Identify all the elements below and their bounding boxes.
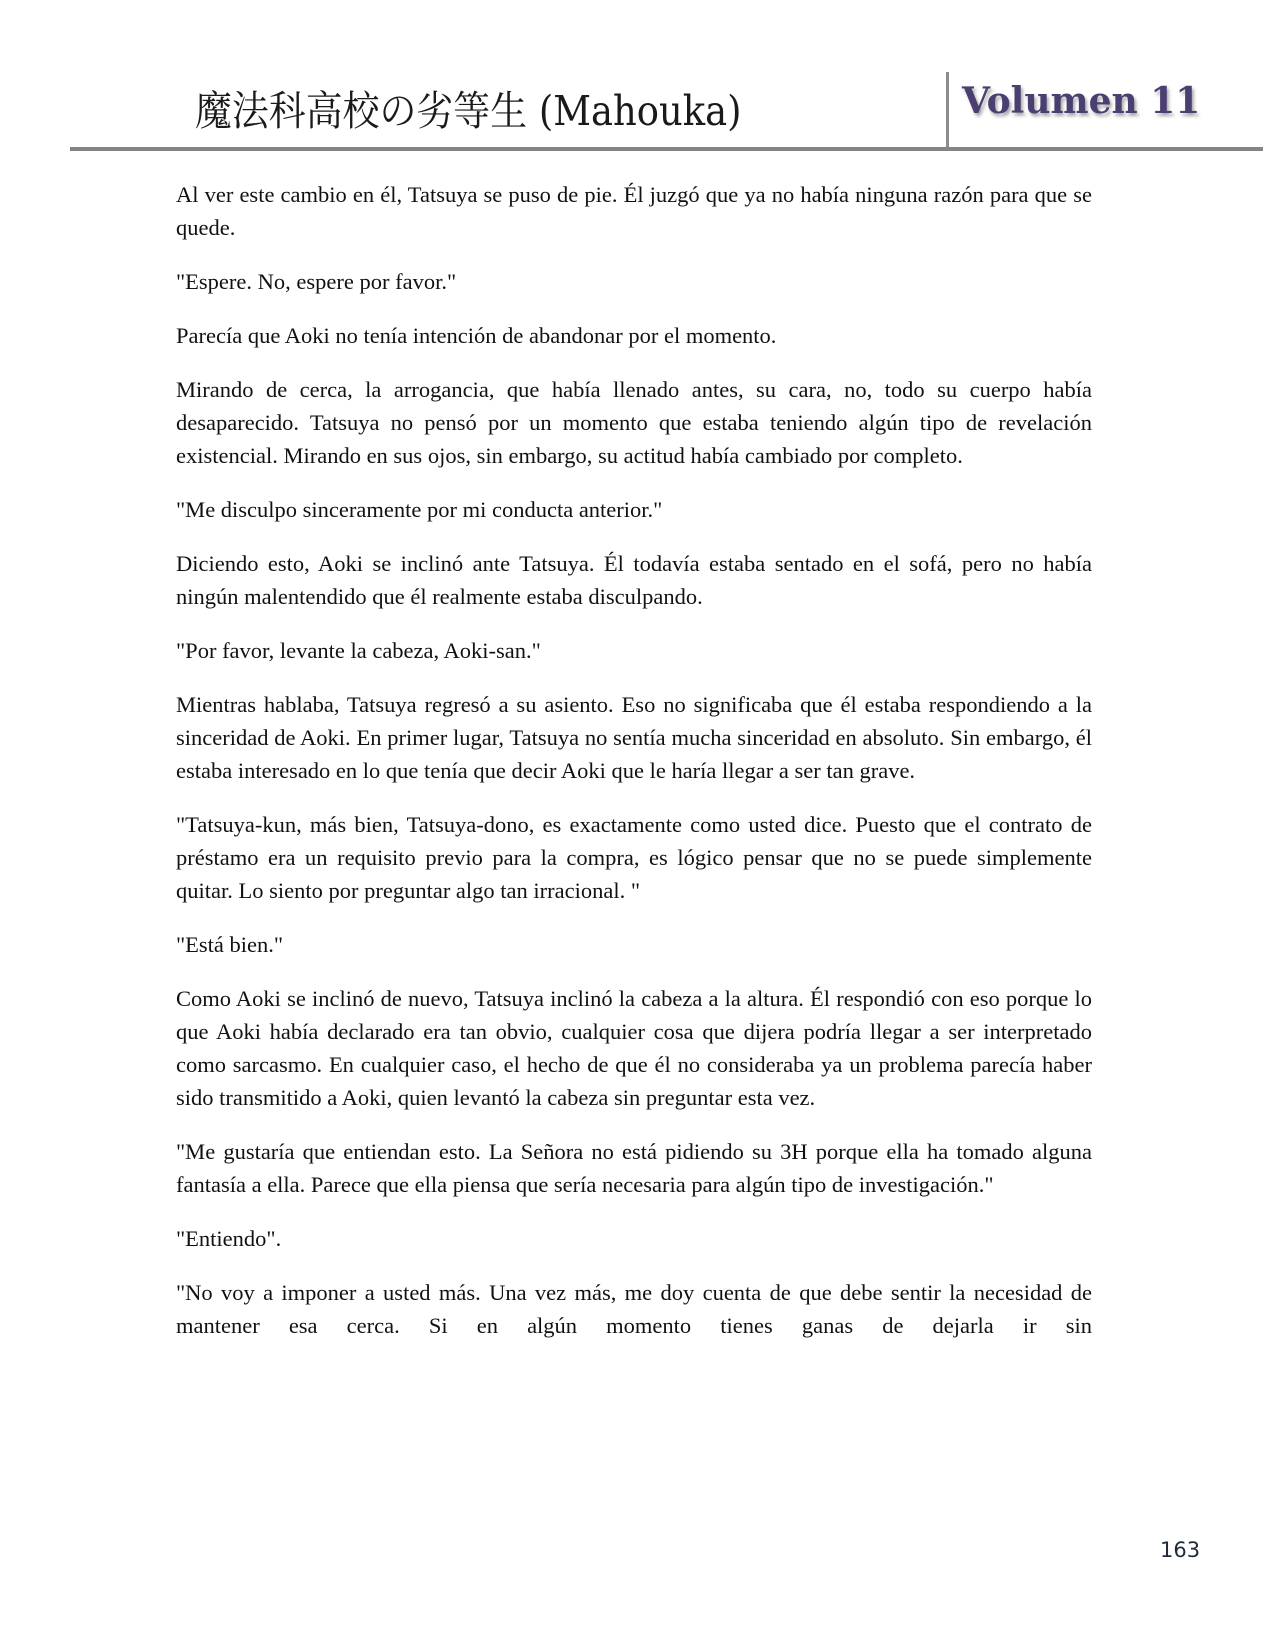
paragraph: Diciendo esto, Aoki se inclinó ante Tatsuya. Él todavía estaba sentado en el sofá, pero no había ningún malentendido que él realmente estaba disculpando.	[176, 551, 1092, 609]
paragraph: Como Aoki se inclinó de nuevo, Tatsuya inclinó la cabeza a la altura. Él respondió con eso porque lo que Aoki había declarado era tan obvio, cualquier cosa que dijera podría llegar a ser interpretado como sarcasmo. En cualquier caso, el hecho de que él no consideraba ya un problema parecía haber sido transmitido a Aoki, quien levantó la cabeza sin preguntar esta vez.	[176, 986, 1092, 1110]
header-divider	[946, 72, 949, 150]
paragraph: "Está bien."	[176, 932, 284, 957]
page-number: 163	[1160, 1538, 1201, 1562]
paragraph: "Espere. No, espere por favor."	[176, 269, 457, 294]
paragraph: Mientras hablaba, Tatsuya regresó a su asiento. Eso no significaba que él estaba respondiendo a la sinceridad de Aoki. En primer lugar, Tatsuya no sentía mucha sinceridad en absoluto. Sin embargo, él estaba interesado en lo que tenía que decir Aoki que le haría llegar a ser tan grave.	[176, 692, 1092, 783]
paragraph: "Me gustaría que entiendan esto. La Señora no está pidiendo su 3H porque ella ha tomado alguna fantasía a ella. Parece que ella piensa que sería necesaria para algún tipo de investigación."	[176, 1139, 1092, 1197]
paragraph: "Por favor, levante la cabeza, Aoki-san."	[176, 638, 541, 663]
paragraph: "No voy a imponer a usted más. Una vez más, me doy cuenta de que debe sentir la necesidad de mantener esa cerca. Si en algún momento tienes ganas de dejarla ir sin	[176, 1280, 1092, 1338]
paragraph: Al ver este cambio en él, Tatsuya se puso de pie. Él juzgó que ya no había ninguna razón para que se quede.	[176, 182, 1092, 240]
header-volume-label: Volumen 11	[962, 80, 1201, 122]
paragraph: "Tatsuya-kun, más bien, Tatsuya-dono, es exactamente como usted dice. Puesto que el contrato de préstamo era un requisito previo para la compra, es lógico pensar que no se puede simplemente quitar. Lo siento por preguntar algo tan irracional. "	[176, 812, 1092, 903]
paragraph: "Entiendo".	[176, 1226, 282, 1251]
header-title: 魔法科高校の劣等生 (Mahouka)	[195, 87, 742, 135]
paragraph: Mirando de cerca, la arrogancia, que había llenado antes, su cara, no, todo su cuerpo había desaparecido. Tatsuya no pensó por un momento que estaba teniendo algún tipo de revelación existencial. Mirando en sus ojos, sin embargo, su actitud había cambiado por completo.	[176, 377, 1092, 468]
paragraph: "Me disculpo sinceramente por mi conducta anterior."	[176, 497, 663, 522]
body-text	[176, 178, 1092, 1363]
paragraph: Parecía que Aoki no tenía intención de abandonar por el momento.	[176, 323, 777, 348]
header-rule	[70, 147, 1263, 151]
